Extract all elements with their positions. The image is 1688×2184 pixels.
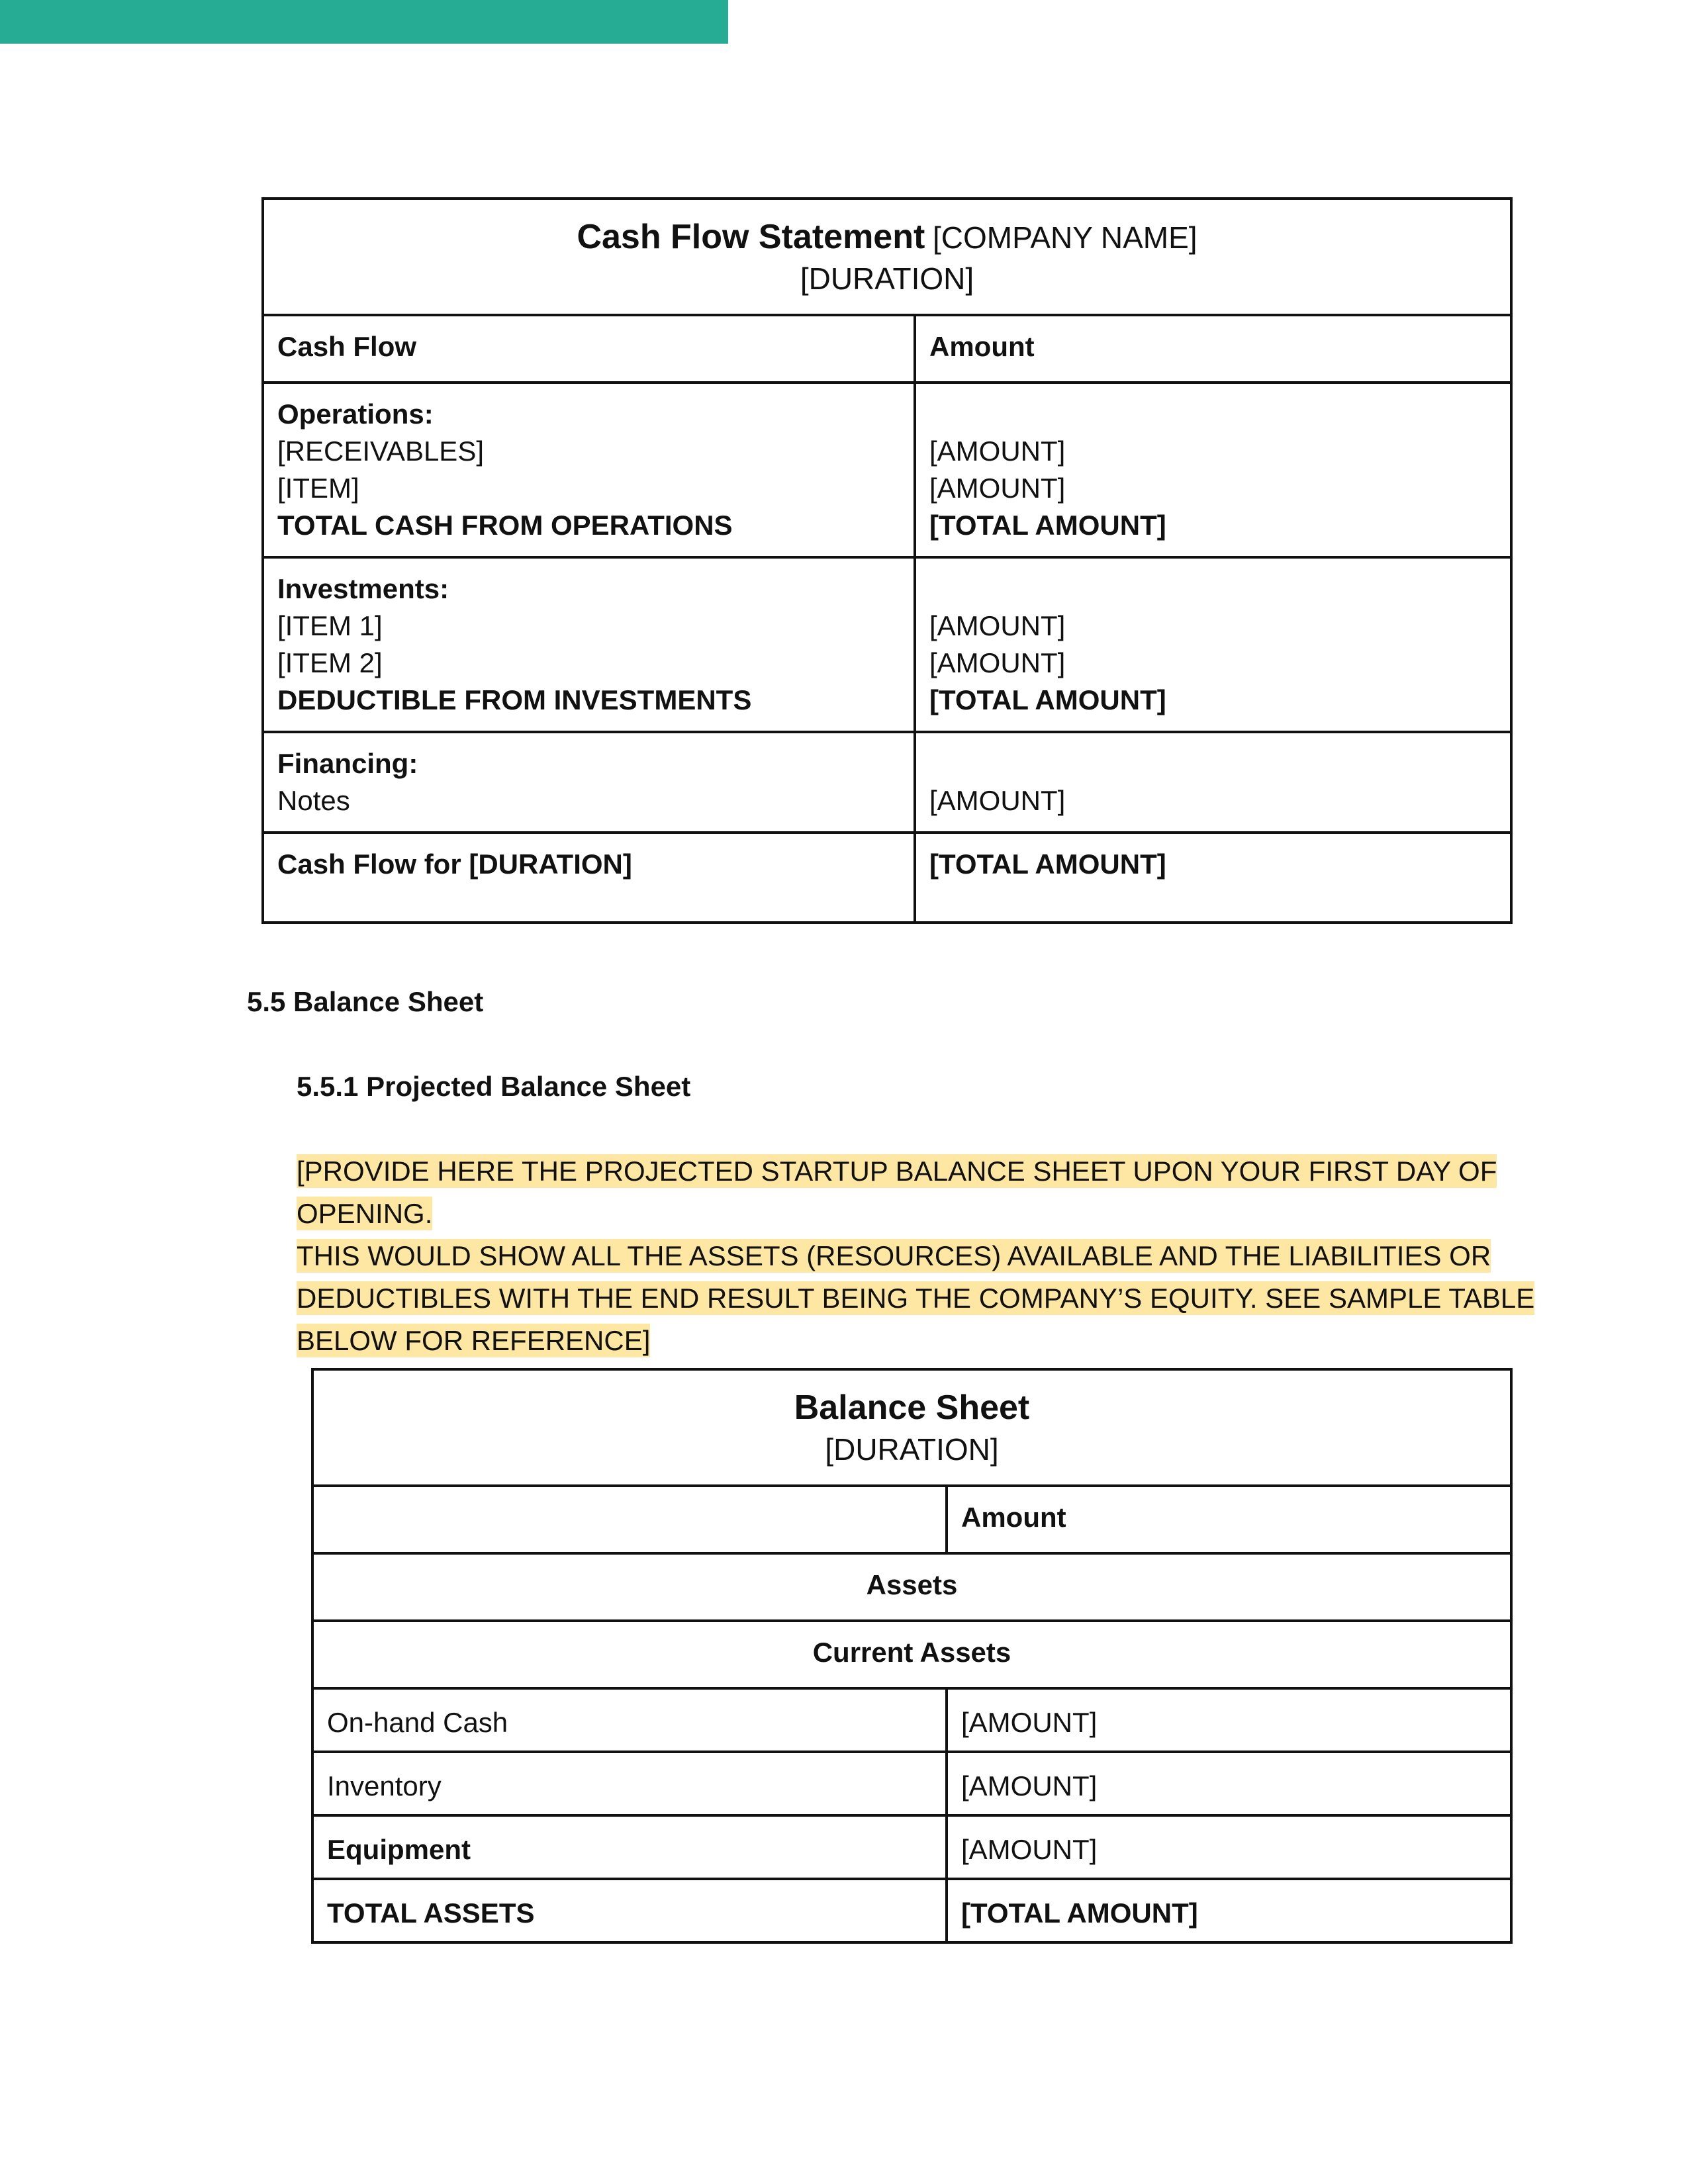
asset-amount: [AMOUNT] [947,1688,1511,1752]
cash-flow-summary-row [263,833,1511,923]
cash-flow-title: Cash Flow Statement [577,218,925,256]
table-row [312,1688,1511,1752]
asset-label: Equipment [312,1815,947,1879]
operations-total-label: TOTAL CASH FROM OPERATIONS [277,510,733,541]
operations-label: Operations: [277,398,434,430]
cash-flow-summary-amount: [TOTAL AMOUNT] [915,833,1511,923]
operations-item: [RECEIVABLES] [277,435,485,467]
investments-total-label: DEDUCTIBLE FROM INVESTMENTS [277,684,752,715]
cash-flow-summary-label: Cash Flow for [DURATION] [263,833,915,923]
cash-flow-title-cell [263,199,1511,315]
asset-label: On-hand Cash [312,1688,947,1752]
column-header-amount: Amount [947,1486,1511,1553]
financing-label: Financing: [277,748,418,779]
instruction-line: [PROVIDE HERE THE PROJECTED STARTUP BALANCE SHEET UPON YOUR FIRST DAY OF OPENING. [297,1156,1497,1229]
operations-total-amount: [TOTAL AMOUNT] [929,510,1166,541]
investments-amount: [AMOUNT] [929,610,1066,641]
asset-label: Inventory [312,1752,947,1815]
cash-flow-duration: [DURATION] [800,261,974,296]
section-heading: 5.5 Balance Sheet [247,986,484,1017]
balance-sheet-title: Balance Sheet [794,1388,1030,1427]
assets-header: Assets [312,1553,1511,1621]
operations-row [263,383,1511,557]
column-header-amount: Amount [915,315,1511,383]
instruction-line: DEDUCTIBLES WITH THE END RESULT BEING THE COMPANY’S EQUITY. SEE SAMPLE TABLE [297,1283,1535,1314]
investments-item: [ITEM 2] [277,647,383,678]
financing-item: Notes [277,785,350,816]
total-assets-amount: [TOTAL AMOUNT] [947,1879,1511,1942]
investments-total-amount: [TOTAL AMOUNT] [929,684,1166,715]
investments-label: Investments: [277,573,449,604]
investments-item: [ITEM 1] [277,610,383,641]
balance-sheet-duration: [DURATION] [825,1432,999,1467]
table-row [312,1752,1511,1815]
investments-row [263,557,1511,732]
total-assets-label: TOTAL ASSETS [312,1879,947,1942]
financing-row [263,732,1511,833]
balance-sheet-table [311,1368,1513,1944]
instruction-note [297,1150,1554,1362]
accent-bar [0,0,728,44]
operations-amount: [AMOUNT] [929,473,1066,504]
balance-sheet-title-cell [312,1369,1511,1486]
instruction-line: BELOW FOR REFERENCE] [297,1325,651,1356]
operations-item: [ITEM] [277,473,359,504]
column-header-cash-flow: Cash Flow [263,315,915,383]
company-name-placeholder: [COMPANY NAME] [932,220,1197,255]
empty-header-cell [312,1486,947,1553]
total-assets-row [312,1879,1511,1942]
table-row [312,1815,1511,1879]
operations-amount: [AMOUNT] [929,435,1066,467]
investments-amount: [AMOUNT] [929,647,1066,678]
cash-flow-table [261,197,1513,924]
financing-amount: [AMOUNT] [929,785,1066,816]
instruction-line: THIS WOULD SHOW ALL THE ASSETS (RESOURCES) AVAILABLE AND THE LIABILITIES OR [297,1240,1491,1271]
asset-amount: [AMOUNT] [947,1815,1511,1879]
asset-amount: [AMOUNT] [947,1752,1511,1815]
current-assets-header: Current Assets [312,1621,1511,1688]
subsection-heading: 5.5.1 Projected Balance Sheet [297,1071,691,1102]
